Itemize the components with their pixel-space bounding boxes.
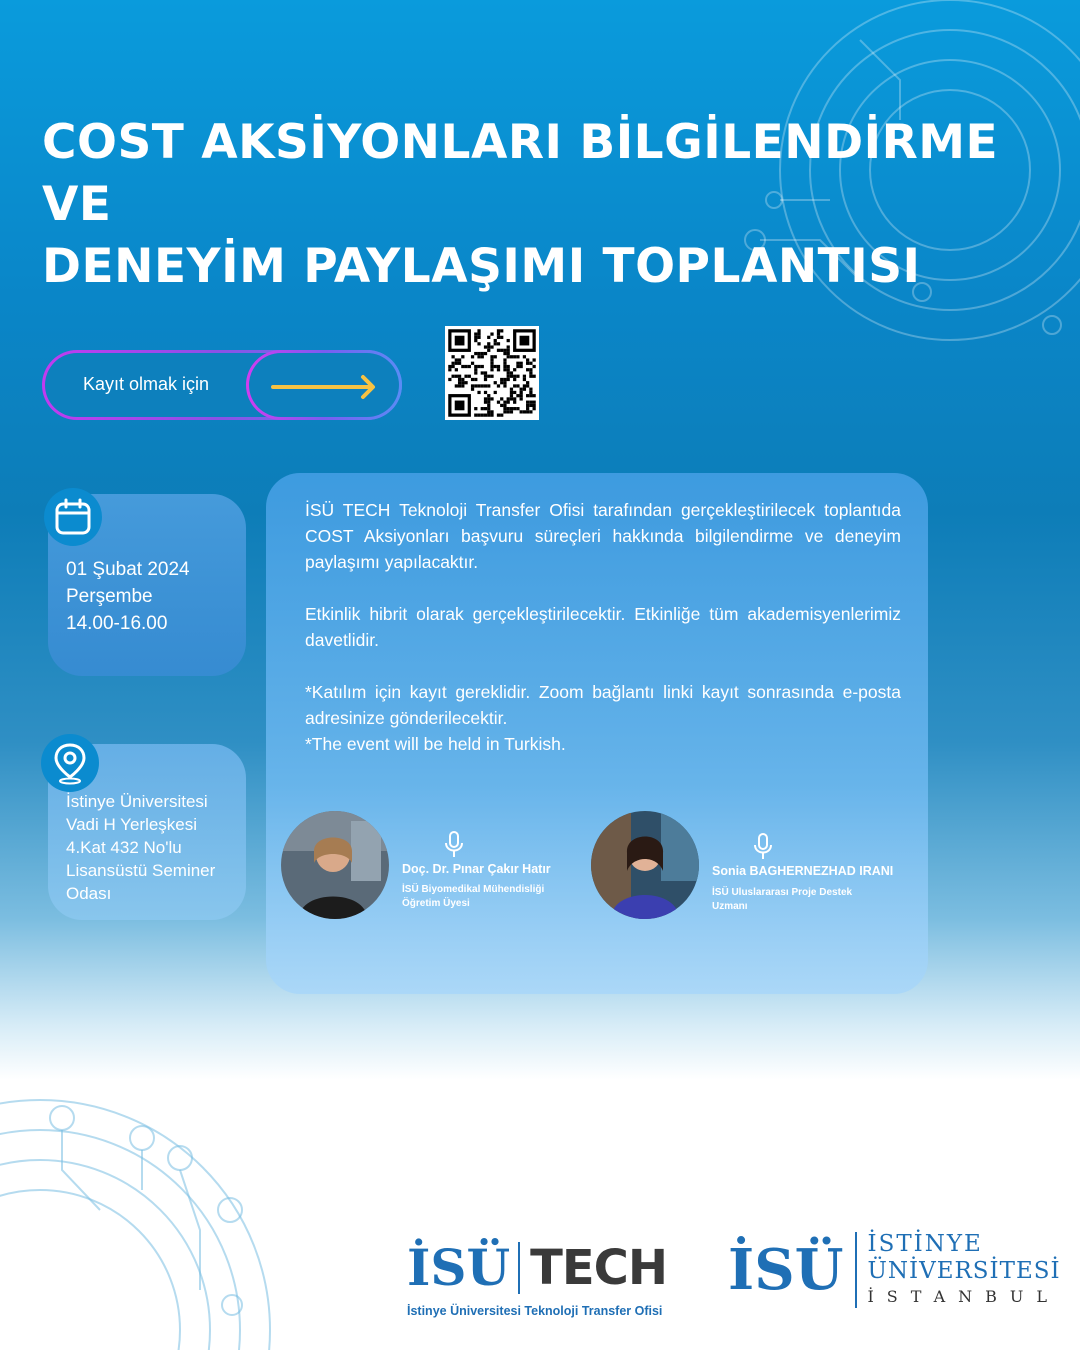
description-paragraph-4: *The event will be held in Turkish. [305, 734, 566, 754]
istinye-logo-line-1: İSTİNYE [867, 1231, 983, 1257]
speaker-2-role-line-2: Uzmanı [712, 901, 748, 912]
location-line: Lisansüstü Seminer [66, 861, 216, 880]
description-paragraph-2: Etkinlik hibrit olarak gerçekleştirilecektir. Etkinliğe tüm akademisyenlerimiz davetlidir. [305, 604, 901, 650]
qr-code-icon[interactable] [445, 326, 539, 420]
logo-divider [855, 1232, 857, 1308]
location-pin-icon [50, 741, 90, 785]
isu-tech-logo [407, 1238, 667, 1318]
speaker-2-role [712, 886, 852, 914]
istinye-university-logo [728, 1230, 1061, 1310]
register-arrow-pill[interactable] [246, 350, 402, 420]
isu-tech-logo-isu: İSÜ [407, 1238, 511, 1297]
microphone-icon [444, 831, 464, 859]
location-line: Vadi H Yerleşkesi [66, 815, 198, 834]
description-text [305, 497, 901, 757]
register-label: Kayıt olmak için [83, 374, 210, 394]
speaker-1-role [402, 883, 544, 911]
calendar-icon-badge [44, 488, 102, 546]
speaker-1-avatar [281, 811, 389, 919]
location-line: 4.Kat 432 No'lu [66, 838, 182, 857]
microphone-icon [753, 833, 773, 861]
event-date: 01 Şubat 2024 [66, 559, 190, 580]
location-icon-badge [41, 734, 99, 792]
isu-tech-subtitle: İstinye Üniversitesi Teknoloji Transfer Ofisi [407, 1304, 663, 1318]
arrow-right-icon [249, 353, 399, 417]
calendar-icon [53, 497, 93, 537]
location-card [48, 744, 246, 920]
event-time: 14.00-16.00 [66, 613, 168, 634]
speaker-2-avatar [591, 811, 699, 919]
isu-tech-logo-tech: TECH [530, 1240, 668, 1296]
speaker-2-role-line-1: İSÜ Uluslararası Proje Destek [712, 887, 853, 898]
location-info [66, 790, 215, 905]
speaker-2-name: Sonia BAGHERNEZHAD IRANI [712, 864, 894, 878]
event-day: Perşembe [66, 586, 153, 607]
description-paragraph-1: İSÜ TECH Teknoloji Transfer Ofisi tarafından gerçekleştirilecek toplantıda COST Aksiyonları başvuru süreçleri hakkında bilgilendirme ve deneyim paylaşımı yapılacaktır. [305, 500, 901, 572]
logo-divider [518, 1242, 520, 1294]
istinye-logo-line-3: İSTANBUL [867, 1287, 1060, 1306]
date-info [66, 556, 190, 637]
page-title [42, 112, 1002, 298]
istinye-logo-isu: İSÜ [728, 1237, 844, 1303]
speaker-1-role-line-2: Öğretim Üyesi [402, 898, 470, 909]
speaker-1-role-line-1: İSÜ Biyomedikal Mühendisliği [402, 884, 545, 895]
description-paragraph-3: *Katılım için kayıt gereklidir. Zoom bağlantı linki kayıt sonrasında e-posta adresinize gönderilecektir. [305, 682, 901, 728]
circuit-decoration-bottom [0, 1030, 300, 1350]
location-line: İstinye Üniversitesi [66, 792, 208, 811]
istinye-logo-line-2: ÜNİVERSİTESİ [867, 1258, 1061, 1284]
register-button[interactable] [42, 350, 402, 420]
speaker-1-name: Doç. Dr. Pınar Çakır Hatır [402, 862, 551, 876]
description-card [266, 473, 928, 994]
location-line: Odası [66, 884, 112, 903]
title-line-2: DENEYİM PAYLAŞIMI TOPLANTISI [42, 239, 921, 294]
date-card [48, 494, 246, 676]
title-line-1: COST AKSİYONLARI BİLGİLENDİRME VE [42, 115, 999, 232]
